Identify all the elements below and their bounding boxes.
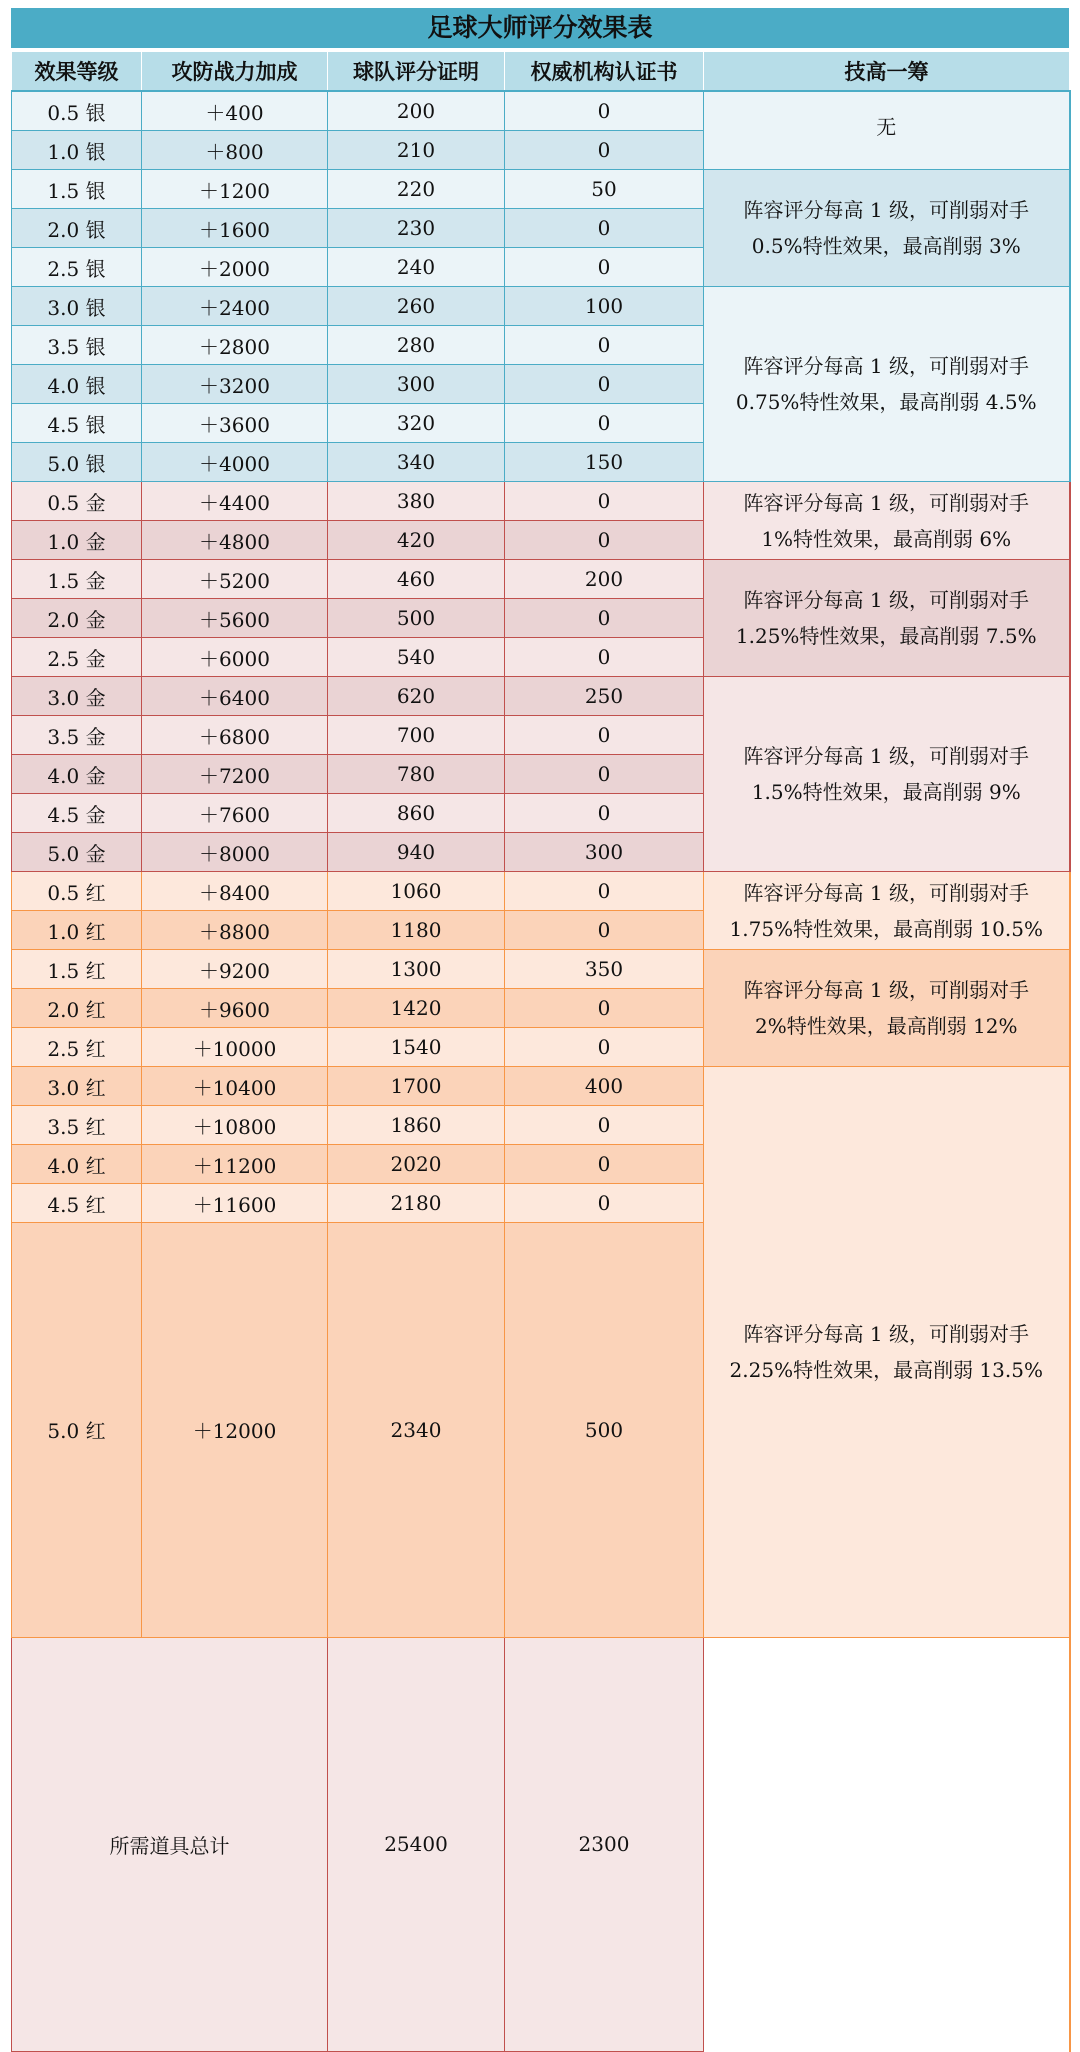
level-cell: 4.0 银 [12, 365, 142, 404]
score-cert-cell: 1420 [328, 989, 505, 1028]
score-cert-cell: 1180 [328, 911, 505, 950]
score-effect-table-container [11, 8, 1069, 2052]
level-cell: 2.0 银 [12, 209, 142, 248]
auth-cert-cell: 0 [505, 1028, 704, 1067]
score-cert-cell: 240 [328, 248, 505, 287]
bonus-cell: ＋3600 [142, 404, 328, 443]
auth-cert-cell: 0 [505, 326, 704, 365]
bonus-cell: ＋400 [142, 91, 328, 131]
totals-auth-cert: 2300 [505, 1637, 704, 2052]
totals-score-cert: 25400 [328, 1637, 505, 2052]
header-auth-cert: 权威机构认证书 [505, 52, 704, 92]
score-cert-cell: 340 [328, 443, 505, 482]
bonus-cell: ＋8800 [142, 911, 328, 950]
table-row [12, 677, 1070, 716]
table-title: 足球大师评分效果表 [11, 8, 1069, 51]
effect-line-2: 2.25%特性效果，最高削弱 13.5% [729, 1357, 1043, 1382]
score-cert-cell: 420 [328, 521, 505, 560]
bonus-cell: ＋2000 [142, 248, 328, 287]
level-cell: 0.5 红 [12, 872, 142, 911]
level-cell: 1.5 金 [12, 560, 142, 599]
bonus-cell: ＋10800 [142, 1106, 328, 1145]
header-level: 效果等级 [12, 52, 142, 92]
auth-cert-cell: 0 [505, 209, 704, 248]
effect-line-2: 1.75%特性效果，最高削弱 10.5% [729, 916, 1043, 941]
level-cell: 4.5 红 [12, 1184, 142, 1223]
bonus-cell: ＋11200 [142, 1145, 328, 1184]
auth-cert-cell: 100 [505, 287, 704, 326]
auth-cert-cell: 0 [505, 599, 704, 638]
bonus-cell: ＋12000 [142, 1223, 328, 1638]
level-cell: 0.5 金 [12, 482, 142, 521]
effect-line-1: 阵容评分每高 1 级，可削弱对手 [743, 490, 1029, 515]
effect-description [704, 677, 1070, 872]
bonus-cell: ＋10000 [142, 1028, 328, 1067]
score-cert-cell: 460 [328, 560, 505, 599]
score-cert-cell: 780 [328, 755, 505, 794]
score-cert-cell: 280 [328, 326, 505, 365]
totals-row [12, 1637, 1070, 2052]
score-cert-cell: 220 [328, 170, 505, 209]
table-row [12, 872, 1070, 911]
auth-cert-cell: 0 [505, 716, 704, 755]
level-cell: 1.0 金 [12, 521, 142, 560]
score-cert-cell: 1060 [328, 872, 505, 911]
bonus-cell: ＋7200 [142, 755, 328, 794]
level-cell: 3.5 银 [12, 326, 142, 365]
score-cert-cell: 1700 [328, 1067, 505, 1106]
auth-cert-cell: 400 [505, 1067, 704, 1106]
auth-cert-cell: 0 [505, 638, 704, 677]
table-body [12, 91, 1070, 2052]
auth-cert-cell: 50 [505, 170, 704, 209]
effect-line-2: 1.25%特性效果，最高削弱 7.5% [735, 624, 1037, 648]
level-cell: 1.0 红 [12, 911, 142, 950]
auth-cert-cell: 0 [505, 1106, 704, 1145]
score-cert-cell: 230 [328, 209, 505, 248]
effect-line-1: 阵容评分每高 1 级，可削弱对手 [743, 978, 1029, 1002]
table-row [12, 950, 1070, 989]
score-cert-cell: 940 [328, 833, 505, 872]
score-cert-cell: 540 [328, 638, 505, 677]
bonus-cell: ＋9200 [142, 950, 328, 989]
effect-line-2: 0.75%特性效果，最高削弱 4.5% [735, 390, 1037, 414]
score-cert-cell: 260 [328, 287, 505, 326]
table-row [12, 170, 1070, 209]
score-cert-cell: 2020 [328, 1145, 505, 1184]
level-cell: 3.0 金 [12, 677, 142, 716]
effect-line-2: 1%特性效果，最高削弱 6% [761, 526, 1012, 551]
effect-line-2: 1.5%特性效果，最高削弱 9% [751, 780, 1021, 804]
level-cell: 2.5 红 [12, 1028, 142, 1067]
level-cell: 2.5 金 [12, 638, 142, 677]
bonus-cell: ＋8400 [142, 872, 328, 911]
level-cell: 2.5 银 [12, 248, 142, 287]
level-cell: 3.5 金 [12, 716, 142, 755]
level-cell: 2.0 红 [12, 989, 142, 1028]
score-cert-cell: 2180 [328, 1184, 505, 1223]
bonus-cell: ＋800 [142, 131, 328, 170]
bonus-cell: ＋2800 [142, 326, 328, 365]
level-cell: 4.5 金 [12, 794, 142, 833]
header-row [12, 52, 1070, 92]
auth-cert-cell: 0 [505, 91, 704, 131]
auth-cert-cell: 0 [505, 482, 704, 521]
level-cell: 5.0 金 [12, 833, 142, 872]
auth-cert-cell: 0 [505, 794, 704, 833]
effect-description [704, 91, 1070, 170]
level-cell: 5.0 红 [12, 1223, 142, 1638]
auth-cert-cell: 200 [505, 560, 704, 599]
bonus-cell: ＋5200 [142, 560, 328, 599]
score-cert-cell: 620 [328, 677, 505, 716]
auth-cert-cell: 0 [505, 404, 704, 443]
auth-cert-cell: 150 [505, 443, 704, 482]
bonus-cell: ＋4400 [142, 482, 328, 521]
effect-description [704, 872, 1070, 950]
auth-cert-cell: 0 [505, 911, 704, 950]
level-cell: 5.0 银 [12, 443, 142, 482]
bonus-cell: ＋1200 [142, 170, 328, 209]
totals-label: 所需道具总计 [12, 1637, 328, 2052]
bonus-cell: ＋7600 [142, 794, 328, 833]
auth-cert-cell: 0 [505, 1145, 704, 1184]
auth-cert-cell: 0 [505, 989, 704, 1028]
bonus-cell: ＋9600 [142, 989, 328, 1028]
effect-line-1: 阵容评分每高 1 级，可削弱对手 [743, 198, 1029, 222]
effect-line-2: 0.5%特性效果，最高削弱 3% [751, 234, 1021, 258]
bonus-cell: ＋2400 [142, 287, 328, 326]
bonus-cell: ＋6000 [142, 638, 328, 677]
score-cert-cell: 300 [328, 365, 505, 404]
bonus-cell: ＋3200 [142, 365, 328, 404]
auth-cert-cell: 500 [505, 1223, 704, 1638]
table-row [12, 560, 1070, 599]
auth-cert-cell: 0 [505, 131, 704, 170]
score-effect-table [11, 51, 1071, 2052]
auth-cert-cell: 0 [505, 1184, 704, 1223]
level-cell: 4.5 银 [12, 404, 142, 443]
effect-description [704, 482, 1070, 560]
auth-cert-cell: 0 [505, 248, 704, 287]
table-row [12, 482, 1070, 521]
score-cert-cell: 200 [328, 91, 505, 131]
auth-cert-cell: 250 [505, 677, 704, 716]
level-cell: 4.0 金 [12, 755, 142, 794]
header-score-cert: 球队评分证明 [328, 52, 505, 92]
bonus-cell: ＋1600 [142, 209, 328, 248]
effect-line-2: 2%特性效果，最高削弱 12% [754, 1014, 1018, 1038]
level-cell: 0.5 银 [12, 91, 142, 131]
effect-line-1: 阵容评分每高 1 级，可削弱对手 [743, 880, 1029, 905]
score-cert-cell: 2340 [328, 1223, 505, 1638]
score-cert-cell: 700 [328, 716, 505, 755]
bonus-cell: ＋6400 [142, 677, 328, 716]
score-cert-cell: 1540 [328, 1028, 505, 1067]
effect-description [704, 1067, 1070, 1638]
level-cell: 4.0 红 [12, 1145, 142, 1184]
score-cert-cell: 320 [328, 404, 505, 443]
bonus-cell: ＋10400 [142, 1067, 328, 1106]
bonus-cell: ＋11600 [142, 1184, 328, 1223]
table-row [12, 91, 1070, 131]
level-cell: 3.5 红 [12, 1106, 142, 1145]
bonus-cell: ＋4800 [142, 521, 328, 560]
score-cert-cell: 380 [328, 482, 505, 521]
effect-line-1: 阵容评分每高 1 级，可削弱对手 [743, 744, 1029, 768]
score-cert-cell: 210 [328, 131, 505, 170]
level-cell: 3.0 红 [12, 1067, 142, 1106]
level-cell: 2.0 金 [12, 599, 142, 638]
effect-description [704, 950, 1070, 1067]
score-cert-cell: 1860 [328, 1106, 505, 1145]
score-cert-cell: 860 [328, 794, 505, 833]
effect-description [704, 170, 1070, 287]
effect-line-1: 阵容评分每高 1 级，可削弱对手 [743, 588, 1029, 612]
level-cell: 1.0 银 [12, 131, 142, 170]
effect-line-1: 阵容评分每高 1 级，可削弱对手 [743, 354, 1029, 378]
auth-cert-cell: 0 [505, 872, 704, 911]
effect-line-1: 阵容评分每高 1 级，可削弱对手 [743, 1321, 1029, 1346]
header-bonus: 攻防战力加成 [142, 52, 328, 92]
bonus-cell: ＋6800 [142, 716, 328, 755]
table-row [12, 287, 1070, 326]
table-row [12, 1067, 1070, 1106]
level-cell: 1.5 银 [12, 170, 142, 209]
bonus-cell: ＋5600 [142, 599, 328, 638]
auth-cert-cell: 350 [505, 950, 704, 989]
level-cell: 3.0 银 [12, 287, 142, 326]
bonus-cell: ＋4000 [142, 443, 328, 482]
score-cert-cell: 500 [328, 599, 505, 638]
bonus-cell: ＋8000 [142, 833, 328, 872]
header-effect: 技高一筹 [704, 52, 1070, 92]
auth-cert-cell: 0 [505, 755, 704, 794]
auth-cert-cell: 0 [505, 521, 704, 560]
score-cert-cell: 1300 [328, 950, 505, 989]
effect-line-1: 无 [876, 114, 897, 139]
effect-description [704, 560, 1070, 677]
auth-cert-cell: 0 [505, 365, 704, 404]
effect-description [704, 287, 1070, 482]
level-cell: 1.5 红 [12, 950, 142, 989]
auth-cert-cell: 300 [505, 833, 704, 872]
